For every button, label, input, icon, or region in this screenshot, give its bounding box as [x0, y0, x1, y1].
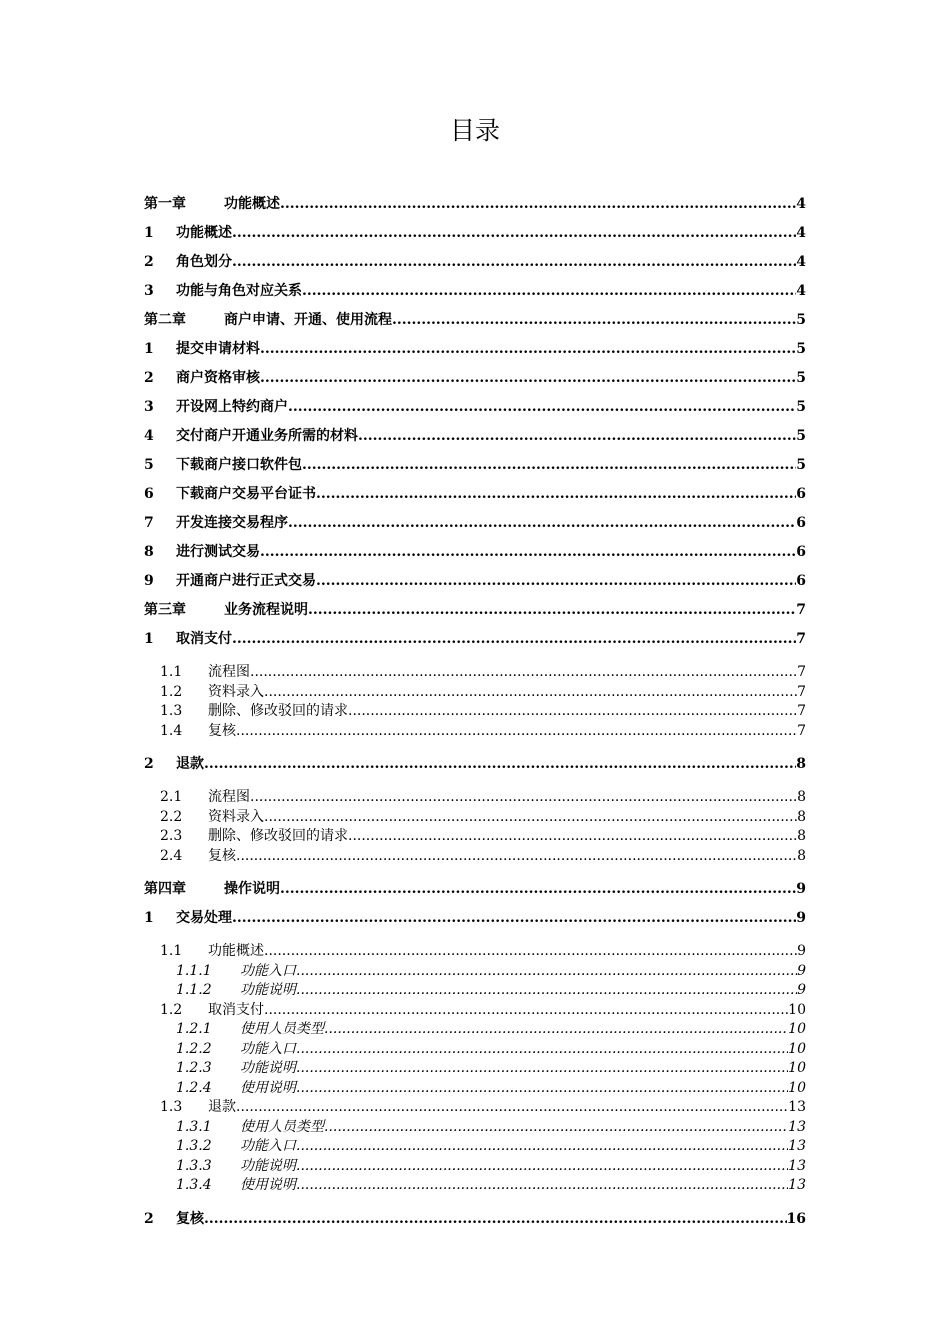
toc-page-number: 7 [797, 664, 806, 680]
toc-entry[interactable] [144, 538, 806, 567]
toc-page-number: 7 [796, 631, 806, 647]
toc-page-number: 4 [796, 225, 806, 241]
toc-entry-title: 商户申请、开通、使用流程 [224, 312, 392, 328]
toc-entry-title: 使用人员类型 [240, 1021, 324, 1037]
toc-page-number: 9 [797, 982, 806, 998]
toc-entry-title: 复核 [208, 847, 236, 864]
toc-entry-number: 1.3 [160, 703, 183, 719]
toc-dot-leader [316, 480, 796, 509]
toc-page-number: 10 [788, 1021, 806, 1037]
toc-dot-leader [204, 750, 796, 779]
toc-entry-number: 1.1.1 [176, 962, 212, 979]
toc-entry[interactable] [144, 422, 806, 451]
toc-entry[interactable] [144, 248, 806, 277]
toc-entry-title: 业务流程说明 [224, 602, 308, 618]
toc-entry-number: 2.3 [160, 828, 183, 844]
toc-entry-number: 3 [144, 283, 154, 299]
toc-page-number: 8 [797, 847, 806, 864]
toc-entry[interactable] [144, 1079, 806, 1099]
toc-dot-leader [296, 1059, 788, 1079]
toc-entry[interactable] [144, 219, 806, 248]
toc-dot-leader [392, 306, 796, 335]
toc-entry-number: 1.3.3 [176, 1157, 212, 1174]
toc-entry-number: 2.2 [160, 808, 183, 825]
toc-page-number: 5 [796, 370, 806, 386]
toc-entry-number: 1.2.2 [176, 1040, 212, 1057]
toc-dot-leader [250, 788, 797, 808]
toc-dot-leader [260, 538, 796, 567]
toc-entry-number: 1.3.2 [176, 1138, 212, 1154]
toc-entry[interactable] [144, 750, 806, 779]
toc-page-number: 13 [788, 1138, 806, 1154]
toc-entry-title: 交付商户开通业务所需的材料 [176, 428, 358, 444]
toc-dot-leader [204, 1205, 787, 1234]
toc-entry-title: 资料录入 [208, 808, 264, 825]
toc-dot-leader [296, 1079, 788, 1099]
toc-entry[interactable] [144, 981, 806, 1001]
toc-entry[interactable] [144, 277, 806, 306]
toc-entry-title: 提交申请材料 [176, 341, 260, 357]
toc-dot-leader [264, 1001, 788, 1021]
toc-entry-title: 功能概述 [176, 225, 232, 241]
toc-dot-leader [280, 190, 796, 219]
toc-entry-number: 2 [144, 254, 154, 270]
toc-entry[interactable] [144, 1176, 806, 1196]
toc-entry[interactable] [144, 393, 806, 422]
toc-page-number: 10 [788, 1060, 806, 1076]
toc-entry-title: 操作说明 [224, 881, 280, 897]
toc-entry-title: 开发连接交易程序 [176, 515, 288, 531]
toc-gap [144, 933, 806, 942]
toc-entry[interactable] [144, 1137, 806, 1157]
toc-entry-title: 资料录入 [208, 683, 264, 700]
toc-entry-title: 功能概述 [208, 943, 264, 959]
toc-dot-leader [348, 702, 797, 722]
toc-gap [144, 866, 806, 875]
toc-entry-number: 1.4 [160, 722, 183, 739]
toc-entry[interactable] [144, 1157, 806, 1177]
toc-entry-number: 1 [144, 910, 154, 926]
toc-dot-leader [232, 248, 796, 277]
toc-entry[interactable] [144, 509, 806, 538]
toc-dot-leader [264, 942, 797, 962]
toc-entry-title: 使用说明 [240, 1079, 296, 1096]
toc-dot-leader [296, 1040, 788, 1060]
toc-entry-number: 1 [144, 341, 154, 357]
toc-entry-title: 删除、修改驳回的请求 [208, 828, 348, 844]
toc-page-number: 13 [788, 1177, 806, 1193]
toc-entry-number: 2 [144, 1210, 154, 1227]
toc-entry-title: 功能入口 [240, 962, 296, 979]
toc-dot-leader [264, 808, 797, 828]
toc-entry[interactable] [144, 1020, 806, 1040]
toc-dot-leader [324, 1020, 788, 1040]
toc-entry-number: 1 [144, 225, 154, 241]
toc-page-number: 8 [797, 808, 806, 825]
toc-page-number: 10 [788, 1001, 806, 1018]
toc-gap [144, 741, 806, 750]
toc-entry-title: 交易处理 [176, 910, 232, 926]
toc-entry-number: 2 [144, 370, 154, 386]
toc-entry-title: 退款 [208, 1099, 236, 1115]
toc-entry[interactable] [144, 364, 806, 393]
toc-dot-leader [288, 393, 796, 422]
toc-dot-leader [296, 962, 797, 982]
toc-entry[interactable] [144, 702, 806, 722]
toc-entry-number: 6 [144, 486, 154, 502]
toc-dot-leader [316, 567, 796, 596]
toc-dot-leader [296, 1157, 788, 1177]
toc-dot-leader [236, 847, 797, 867]
toc-page-number: 9 [796, 881, 806, 897]
toc-entry[interactable] [144, 827, 806, 847]
toc-chapter-entry[interactable] [144, 306, 806, 335]
toc-page-number: 9 [797, 962, 806, 979]
toc-dot-leader [302, 451, 796, 480]
toc-entry-number: 第一章 [144, 196, 186, 212]
toc-entry[interactable] [144, 625, 806, 654]
toc-entry[interactable] [144, 788, 806, 808]
toc-entry-title: 进行测试交易 [176, 544, 260, 560]
toc-dot-leader [324, 1118, 788, 1138]
toc-dot-leader [296, 1137, 788, 1157]
toc-page-number: 8 [797, 789, 806, 805]
toc-page-number: 4 [796, 254, 806, 270]
toc-entry-number: 1.1 [160, 664, 183, 680]
toc-dot-leader [232, 904, 796, 933]
toc-entry-number: 2 [144, 756, 154, 772]
toc-dot-leader [302, 277, 796, 306]
toc-page-number: 6 [796, 515, 806, 531]
toc-entry-number: 2.1 [160, 789, 183, 805]
toc-dot-leader [236, 1098, 788, 1118]
toc-dot-leader [232, 219, 796, 248]
toc-page-number: 5 [796, 399, 806, 415]
toc-dot-leader [260, 364, 796, 393]
toc-page-number: 5 [796, 312, 806, 328]
toc-entry-title: 功能概述 [224, 196, 280, 212]
toc-page-number: 7 [797, 722, 806, 739]
toc-entry-number: 3 [144, 399, 154, 415]
toc-page-number: 4 [796, 196, 806, 212]
toc-dot-leader [260, 335, 796, 364]
toc-dot-leader [280, 875, 796, 904]
toc-entry[interactable] [144, 1040, 806, 1060]
toc-entry-title: 功能与角色对应关系 [176, 283, 302, 299]
toc-entry-number: 1.3.4 [176, 1177, 212, 1193]
toc-page-number: 5 [796, 428, 806, 444]
toc-entry-number: 4 [144, 428, 154, 444]
toc-chapter-entry[interactable] [144, 190, 806, 219]
toc-entry-title: 使用说明 [240, 1177, 296, 1193]
toc-page-number: 13 [788, 1157, 806, 1174]
toc-entry[interactable] [144, 1205, 806, 1234]
toc-entry-title: 取消支付 [176, 631, 232, 647]
toc-entry[interactable] [144, 567, 806, 596]
toc-entry[interactable] [144, 683, 806, 703]
toc-entry-title: 流程图 [208, 789, 250, 805]
toc-page-number: 4 [796, 283, 806, 299]
toc-entry-number: 5 [144, 457, 154, 473]
toc-page-number: 6 [796, 544, 806, 560]
toc-dot-leader [250, 663, 797, 683]
toc-entry-number: 1.2 [160, 683, 183, 700]
toc-page-number: 8 [797, 828, 806, 844]
toc-entry-title: 流程图 [208, 664, 250, 680]
toc-entry-number: 2.4 [160, 847, 183, 864]
toc-page-number: 16 [786, 1210, 806, 1227]
toc-entry-number: 1.1.2 [176, 982, 212, 998]
toc-page-number: 5 [796, 341, 806, 357]
toc-entry[interactable] [144, 962, 806, 982]
toc-dot-leader [296, 1176, 788, 1196]
toc-entry-number: 第二章 [144, 312, 186, 328]
toc-page-number: 8 [796, 756, 806, 772]
toc-entry-title: 下载商户接口软件包 [176, 457, 302, 473]
toc-entry-number: 8 [144, 544, 154, 560]
toc-entry[interactable] [144, 480, 806, 509]
toc-dot-leader [264, 683, 797, 703]
toc-dot-leader [236, 722, 797, 742]
toc-entry[interactable] [144, 722, 806, 742]
toc-entry-number: 1.2 [160, 1001, 183, 1018]
toc-dot-leader [308, 596, 796, 625]
toc-chapter-entry[interactable] [144, 596, 806, 625]
toc-entry-number: 1.2.4 [176, 1079, 212, 1096]
toc-page-number: 9 [797, 943, 806, 959]
toc-entry-title: 开设网上特约商户 [176, 399, 288, 415]
toc-entry[interactable] [144, 1098, 806, 1118]
toc-entry-title: 功能入口 [240, 1138, 296, 1154]
toc-entry-number: 1 [144, 631, 154, 647]
toc-entry-number: 第三章 [144, 602, 186, 618]
toc-entry-title: 功能入口 [240, 1040, 296, 1057]
toc-dot-leader [296, 981, 797, 1001]
toc-entry-number: 9 [144, 573, 154, 589]
toc-entry-title: 功能说明 [240, 982, 296, 998]
toc-entry[interactable] [144, 904, 806, 933]
toc-page-number: 10 [788, 1040, 806, 1057]
toc-entry-title: 功能说明 [240, 1157, 296, 1174]
toc-entry-title: 取消支付 [208, 1001, 264, 1018]
toc-entry-number: 1.2.3 [176, 1060, 212, 1076]
toc-page-number: 7 [797, 683, 806, 700]
toc-entry-title: 角色划分 [176, 254, 232, 270]
toc-entry[interactable] [144, 1001, 806, 1021]
toc-entry[interactable] [144, 335, 806, 364]
toc-page-number: 6 [796, 486, 806, 502]
toc-page-number: 9 [796, 910, 806, 926]
toc-page-number: 7 [796, 602, 806, 618]
toc-dot-leader [348, 827, 797, 847]
toc-page-number: 13 [788, 1099, 806, 1115]
toc-entry-number: 1.3 [160, 1099, 183, 1115]
toc-entry-title: 复核 [176, 1210, 204, 1227]
toc-entry[interactable] [144, 847, 806, 867]
toc-entry-title: 开通商户进行正式交易 [176, 573, 316, 589]
page-title: 目录 [449, 116, 500, 145]
toc-gap [144, 1196, 806, 1205]
toc-entry[interactable] [144, 451, 806, 480]
toc-entry[interactable] [144, 1118, 806, 1138]
toc-entry-title: 使用人员类型 [240, 1118, 324, 1135]
toc-page-number: 5 [796, 457, 806, 473]
toc-entry-title: 商户资格审核 [176, 370, 260, 386]
toc-entry-number: 1.3.1 [176, 1118, 212, 1135]
toc-dot-leader [358, 422, 796, 451]
toc-entry-title: 删除、修改驳回的请求 [208, 703, 348, 719]
toc-dot-leader [288, 509, 796, 538]
toc-entry-number: 1.1 [160, 943, 183, 959]
toc-entry[interactable] [144, 663, 806, 683]
toc-gap [144, 779, 806, 788]
toc-entry-title: 下载商户交易平台证书 [176, 486, 316, 502]
toc-dot-leader [232, 625, 796, 654]
toc-entry-title: 退款 [176, 756, 204, 772]
toc-entry-title: 复核 [208, 722, 236, 739]
toc-gap [144, 654, 806, 663]
toc-entry-number: 第四章 [144, 881, 186, 897]
toc-entry-number: 7 [144, 515, 154, 531]
toc-entry-number: 1.2.1 [176, 1021, 212, 1037]
table-of-contents [144, 190, 806, 1234]
toc-page-number: 13 [788, 1118, 806, 1135]
toc-page-number: 7 [797, 703, 806, 719]
toc-page-number: 6 [796, 573, 806, 589]
toc-entry[interactable] [144, 1059, 806, 1079]
toc-entry[interactable] [144, 808, 806, 828]
toc-page-number: 10 [788, 1079, 806, 1096]
toc-chapter-entry[interactable] [144, 875, 806, 904]
toc-entry[interactable] [144, 942, 806, 962]
toc-entry-title: 功能说明 [240, 1060, 296, 1076]
